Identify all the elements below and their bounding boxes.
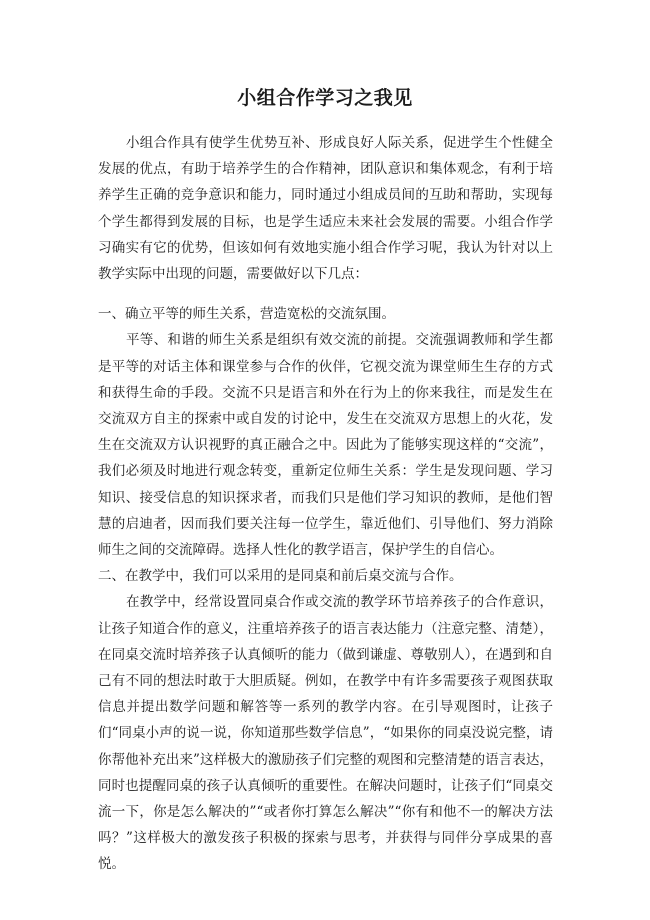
section-1-heading: 一、确立平等的师生关系，营造宽松的交流氛围。 [98, 306, 395, 323]
section-2-heading: 二、在教学中，我们可以采用的是同桌和前后桌交流与合作。 [98, 568, 463, 585]
document-body [98, 130, 553, 878]
section-2-paragraph: 在教学中，经常设置同桌合作或交流的教学环节培养孩子的合作意识，让孩子知道合作的意义，注重培养孩子的语言表达能力（注意完整、清楚），在同桌交流时培养孩子认真倾听的能力（做到谦虚、尊敬别人），在遇到和自己有不同的想法时敢于大胆质疑。例如，在教学中有许多需要孩子观图获取信息并提出数学问题和解答等一系列的教学内容。在引导观图时，让孩子们“同桌小声的说一说，你知道那些数学信息”，“如果你的同桌没说完整，请你帮他补充出来”这样极大的激励孩子们完整的观图和完整清楚的语言表达，同时也提醒同桌的孩子认真倾听的重要性。在解决问题时，让孩子们“同桌交流一下，你是怎么解决的”“或者你打算怎么解决”“你有和他不一的解决方法吗？”这样极大的激发孩子积极的探索与思考，并获得与同伴分享成果的喜悦。 [98, 594, 553, 873]
section-1-paragraph: 平等、和谐的师生关系是组织有效交流的前提。交流强调教师和学生都是平等的对话主体和课堂参与合作的伙伴，它视交流为课堂师生生存的方式和获得生命的手段。交流不只是语言和外在行为上的你来我往，而是发生在交流双方自主的探索中或自发的讨论中，发生在交流双方思想上的火花，发生在交流双方认识视野的真正融合之中。因此为了能够实现这样的“交流”，我们必须及时地进行观念转变，重新定位师生关系：学生是发现问题、学习知识、接受信息的知识探求者，而我们只是他们学习知识的教师，是他们智慧的启迪者，因而我们要关注每一位学生，靠近他们、引导他们、努力消除师生之间的交流障碍。选择人性化的教学语言，保护学生的自信心。 [98, 332, 553, 559]
document-title: 小组合作学习之我见 [237, 87, 413, 109]
intro-paragraph: 小组合作具有使学生优势互补、形成良好人际关系，促进学生个性健全发展的优点，有助于培养学生的合作精神，团队意识和集体观念，有利于培养学生正确的竞争意识和能力，同时通过小组成员间的互助和帮助，实现每个学生都得到发展的目标，也是学生适应未来社会发展的需要。小组合作学习确实有它的优势，但该如何有效地实施小组合作学习呢，我认为针对以上教学实际中出现的问题，需要做好以下几点： [98, 135, 553, 283]
